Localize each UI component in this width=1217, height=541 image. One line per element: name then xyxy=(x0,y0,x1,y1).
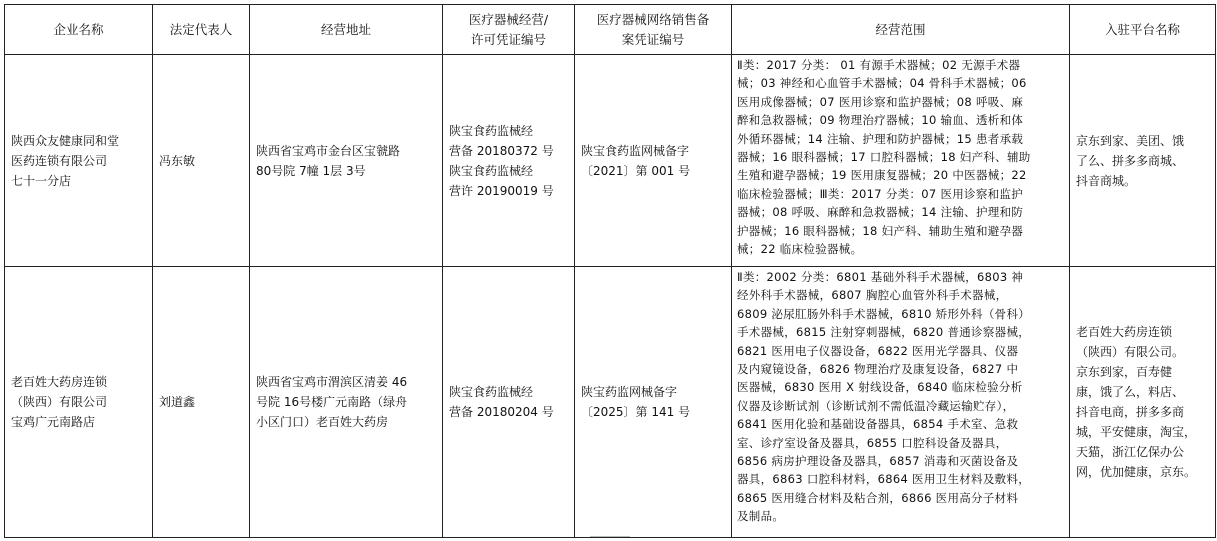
cell-online-record-no: 陕宝食药监网械备字 〔2021〕第 001 号 xyxy=(575,55,732,267)
cell-license-no: 陕宝食药监械经 营备 20180372 号 陕宝食药监械经 营许 20190019 号 xyxy=(443,55,575,267)
cell-online-record-no: 陕宝药监网械备字 〔2025〕第 141 号 xyxy=(575,267,732,538)
page-bottom-rule xyxy=(590,536,630,537)
cell-platforms: 老百姓大药房连锁 （陕西）有限公司。 京东到家，百寿健 康，饿了么，料店、 抖音电商，拼多多商 城，平安健康，淘宝， 天猫，浙江亿保办公 网，优加健康，京东。 xyxy=(1070,267,1216,538)
header-platforms: 入驻平台名称 xyxy=(1070,5,1216,55)
table-row xyxy=(5,55,1216,267)
cell-company: 陕西众友健康同和堂 医药连锁有限公司 七十一分店 xyxy=(5,55,153,267)
cell-license-no: 陕宝食药监械经 营备 20180204 号 xyxy=(443,267,575,538)
header-legal-rep: 法定代表人 xyxy=(153,5,250,55)
cell-legal-rep: 刘道鑫 xyxy=(153,267,250,538)
header-license-no: 医疗器械经营/ 许可凭证编号 xyxy=(443,5,575,55)
table-row xyxy=(5,267,1216,538)
header-online-record-no: 医疗器械网络销售备 案凭证编号 xyxy=(575,5,732,55)
cell-scope: Ⅱ类：2002 分类：6801 基础外科手术器械，6803 神 经外科手术器械，6807 胸腔心血管外科手术器械， 6809 泌尿肛肠外科手术器械，6810 矫形外科（骨科） 手术器械，6815 注射穿刺器械，6820 普通诊察器械， 6821 医用电子仪器设备，6822 医用光学器具、仪器 及内窥镜设备，6826 物理治疗及康复设备，6827 中 医器械，6830 医用 X 射线设备，6840 临床检验分析 仪器及诊断试剂（诊断试剂不需低温冷藏运输贮存）， 6841 医用化验和基础设备器具，6854 手术室、急救 室、诊疗室设备及器具，6855 口腔科设备及器具， 6856 病房护理设备及器具，6857 消毒和灭菌设备及 器具，6863 口腔科材料，6864 医用卫生材料及敷料， 6865 医用缝合材料及粘合剂，6866 医用高分子材料 及制品。 xyxy=(732,267,1070,538)
table-header-row xyxy=(5,5,1216,55)
cell-scope: Ⅱ类：2017 分类： 01 有源手术器械；02 无源手术器 械；03 神经和心血管手术器械；04 骨科手术器械；06 医用成像器械；07 医用诊察和监护器械；08 呼吸、麻 醉和急救器械；09 物理治疗器械；10 输血、透析和体 外循环器械；14 注输、护理和防护器械；15 患者承载 器械；16 眼科器械；17 口腔科器械；18 妇产科、辅助 生殖和避孕器械；19 医用康复器械；20 中医器械；22 临床检验器械；Ⅲ类：2017 分类：07 医用诊察和监护 器械；08 呼吸、麻醉和急救器械；14 注输、护理和防 护器械；16 眼科器械；18 妇产科、辅助生殖和避孕器 械；22 临床检验器械。 xyxy=(732,55,1070,267)
enterprise-table xyxy=(4,4,1216,538)
header-scope: 经营范围 xyxy=(732,5,1070,55)
header-company: 企业名称 xyxy=(5,5,153,55)
cell-address: 陕西省宝鸡市渭滨区清姜 46 号院 16号楼广元南路（绿舟 小区门口）老百姓大药房 xyxy=(250,267,443,538)
cell-company: 老百姓大药房连锁 （陕西）有限公司 宝鸡广元南路店 xyxy=(5,267,153,538)
cell-address: 陕西省宝鸡市金台区宝虢路 80号院 7幢 1层 3号 xyxy=(250,55,443,267)
header-address: 经营地址 xyxy=(250,5,443,55)
cell-platforms: 京东到家、美团、饿 了么、拼多多商城、 抖音商城。 xyxy=(1070,55,1216,267)
cell-legal-rep: 冯东敏 xyxy=(153,55,250,267)
